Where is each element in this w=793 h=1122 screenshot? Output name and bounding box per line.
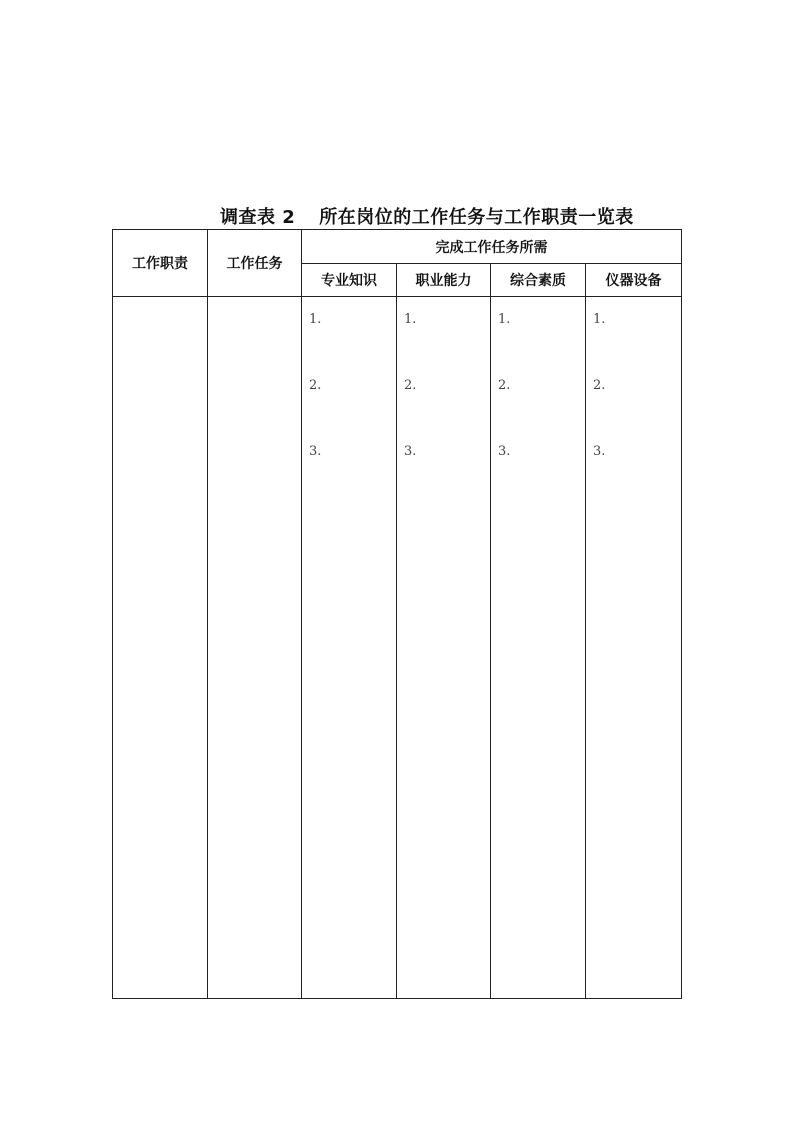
cell-comprehensive-quality[interactable]	[491, 297, 586, 999]
table-body-row	[113, 297, 682, 999]
item-list	[491, 297, 585, 509]
header-row-1	[113, 230, 682, 264]
table-number: 调查表 2	[220, 207, 296, 228]
item-list	[397, 297, 490, 509]
cell-professional-knowledge[interactable]	[302, 297, 397, 999]
cell-instruments-equipment[interactable]	[586, 297, 682, 999]
list-item: 2.	[404, 378, 417, 393]
header-vocational-ability: 职业能力	[397, 264, 491, 297]
header-duty: 工作职责	[113, 230, 208, 297]
list-item: 3.	[593, 444, 606, 459]
cell-vocational-ability[interactable]	[397, 297, 491, 999]
header-professional-knowledge: 专业知识	[302, 264, 397, 297]
list-item: 2.	[309, 378, 322, 393]
list-item: 3.	[309, 444, 322, 459]
table-title-text: 所在岗位的工作任务与工作职责一览表	[319, 207, 634, 228]
list-item: 3.	[498, 444, 511, 459]
list-item: 3.	[404, 444, 417, 459]
header-instruments-equipment: 仪器设备	[586, 264, 682, 297]
table-title	[220, 203, 634, 229]
survey-table	[112, 229, 682, 999]
cell-duty[interactable]	[113, 297, 208, 999]
header-requirements-group: 完成工作任务所需	[302, 230, 682, 264]
item-list	[586, 297, 681, 509]
item-list	[302, 297, 396, 509]
header-comprehensive-quality: 综合素质	[491, 264, 586, 297]
list-item: 2.	[498, 378, 511, 393]
list-item: 2.	[593, 378, 606, 393]
list-item: 1.	[498, 312, 511, 327]
cell-task[interactable]	[208, 297, 302, 999]
list-item: 1.	[404, 312, 417, 327]
header-task: 工作任务	[208, 230, 302, 297]
list-item: 1.	[593, 312, 606, 327]
list-item: 1.	[309, 312, 322, 327]
